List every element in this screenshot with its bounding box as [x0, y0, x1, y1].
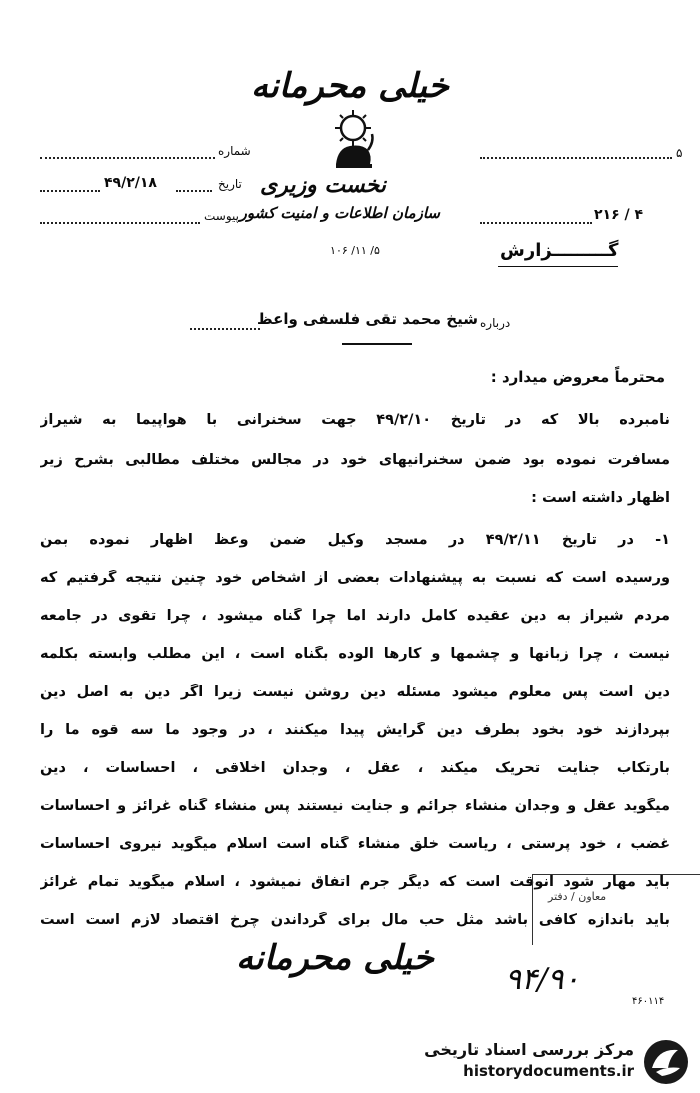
lion-and-sun-emblem-icon: [328, 106, 378, 170]
date-value: ۴۹/۲/۱۸: [104, 175, 157, 191]
ministry-name: نخست وزیری: [260, 172, 386, 198]
report-underline: [498, 266, 618, 267]
body-line: اظهار داشته است :: [531, 490, 670, 506]
right-field-dots-1: [480, 157, 672, 159]
bottom-reference: ۴۶۰۱۱۴: [632, 996, 665, 1007]
report-title: گـــــــــزارش: [500, 240, 619, 261]
body-line: غضب ، خود پرستی ، ریاست خلق منشاء گناه است اسلام میگوید نیروی احساسات: [40, 836, 670, 852]
right-field-dots-2: [480, 222, 592, 224]
classification-bottom: خیلی محرمانه: [236, 938, 434, 978]
archive-title: مرکز بررسی اسناد تاریخی: [424, 1040, 634, 1059]
subject-value: شیخ محمد تقی فلسفی واعظ: [257, 310, 478, 328]
right-ref-number: ۲۱۶ / ۴: [594, 207, 644, 223]
attachment-label: پیوست: [204, 209, 239, 223]
body-line: باید باندازه کافی باشد مثل حب مال برای گرداندن چرخ اقتصاد لازم است است: [40, 912, 670, 928]
body-line: ورسیده است که نسبت به پیشنهادات بعضی از اشخاص خود چنین نتیجه گرفتیم که: [40, 570, 670, 586]
classification-top: خیلی محرمانه: [251, 66, 449, 106]
body-line: باید مهار شود آنوقت است که دیگر جرم اتفاق نمیشود ، اسلام میگوید تمام غرائز: [40, 874, 670, 890]
body-line: نامبرده بالا که در تاریخ ۴۹/۲/۱۰ جهت سخنرانی با هواپیما به شیراز: [40, 412, 670, 428]
document-code: ۵/ ۱۱/ ۱۰۶: [330, 244, 380, 257]
received-stamp: [532, 874, 700, 945]
archive-watermark: [418, 1036, 694, 1088]
date-field-dots-2: [176, 190, 212, 192]
archive-logo-icon: [640, 1038, 692, 1086]
greeting: محترماً معروض میدارد :: [490, 368, 665, 386]
attachment-field-dots: [40, 222, 200, 224]
date-label: تاریخ: [218, 177, 242, 191]
body-line: میگوید عقل و وجدان منشاء جرائم و جنایت نیستند پس منشاء گناه غرائز و احساسات: [40, 798, 670, 814]
subject-dots: [190, 328, 260, 330]
number-field-dots: [40, 157, 215, 159]
organization-name: سازمان اطلاعات و امنیت کشور: [239, 204, 440, 222]
number-label: شماره: [218, 144, 251, 158]
body-line: مسافرت نموده بود ضمن سخنرانیهای خود در مجالس مختلف مطالبی بشرح زیر: [40, 452, 670, 468]
body-line: ۱- در تاریخ ۴۹/۲/۱۱ در مسجد وکیل ضمن وعظ اظهار نموده بمن: [40, 532, 670, 548]
body-line: مردم شیراز به دین عقیده کامل دارند اما چرا گناه میشود ، چرا تقوی در جامعه: [40, 608, 670, 624]
date-field-dots: [40, 190, 100, 192]
body-line: بارتکاب جنایت تحریک میکند ، عقل ، وجدان اخلاقی ، احساسات ، دین: [40, 760, 670, 776]
stamp-text: معاون / دفتر: [548, 890, 607, 903]
archive-url[interactable]: historydocuments.ir: [463, 1062, 634, 1080]
subject-label: درباره: [480, 316, 511, 330]
body-line: دین است پس معلوم میشود مسئله دین روشن نیست زیرا اگر دین به اصل دین: [40, 684, 670, 700]
handwritten-number: ۹۴/۹۰: [505, 962, 580, 997]
body-line: بپردازند خود بخود بطرف دین گرایش پیدا میکنند ، در وجود ما سه قوه ما را: [40, 722, 670, 738]
subject-divider: [342, 343, 412, 345]
right-ref-top: ۵: [676, 146, 683, 160]
body-line: نیست ، چرا زبانها و چشمها و کارها آلوده بگناه است ، این مطلب وابسته بکلمه: [40, 646, 670, 662]
